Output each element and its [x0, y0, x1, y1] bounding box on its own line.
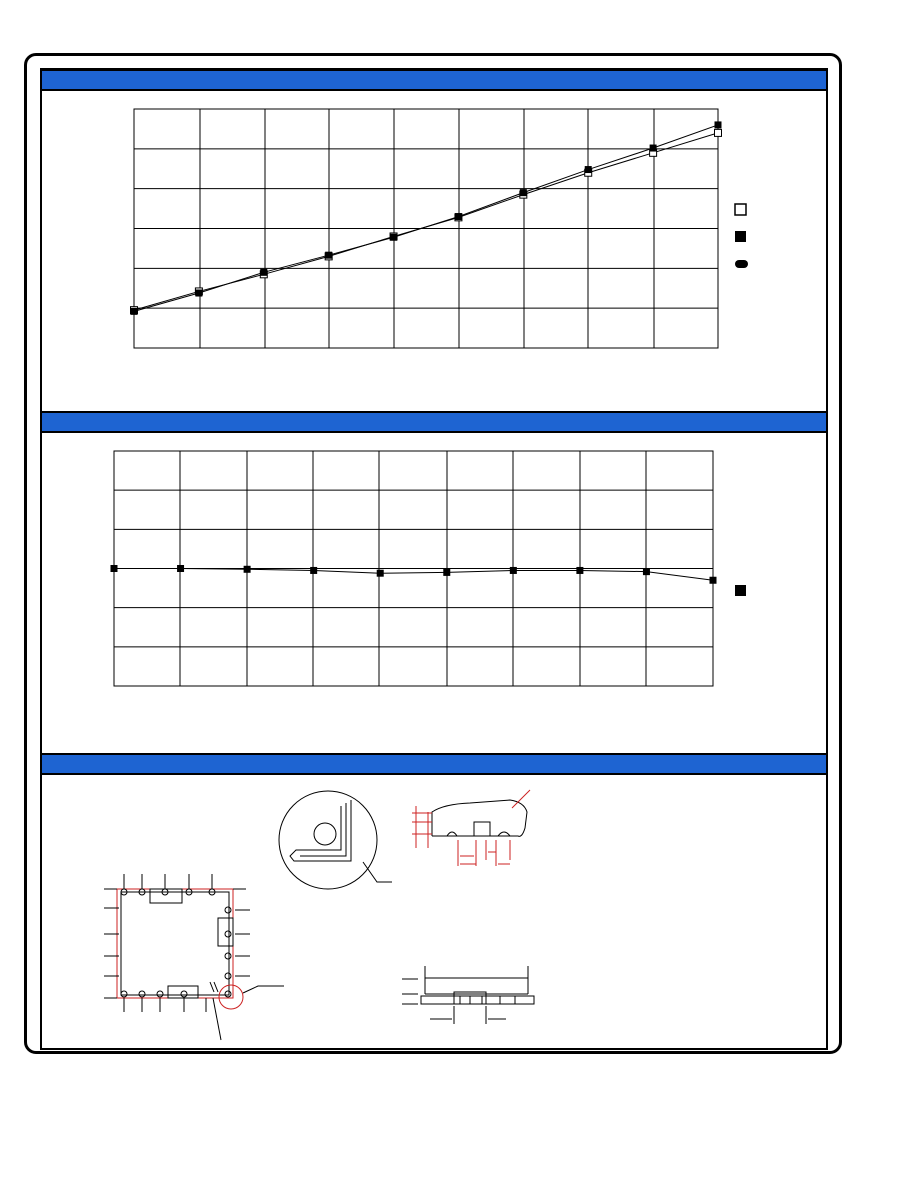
series-2-point — [390, 234, 397, 241]
series-2-line — [134, 125, 718, 311]
series-1-point — [310, 567, 317, 574]
series-1-point — [643, 568, 650, 575]
series-1-point — [715, 129, 722, 136]
chart-1 — [131, 109, 749, 348]
series-1-point — [244, 566, 251, 573]
bottom-side-view-drawing — [402, 966, 534, 1024]
series-1-point — [177, 565, 184, 572]
series-2-point — [520, 189, 527, 196]
series-2-point — [650, 145, 657, 152]
series-2-point — [195, 290, 202, 297]
series-1-line — [114, 569, 713, 581]
chart-2 — [111, 451, 747, 686]
series-2-point — [715, 121, 722, 128]
side-view-drawing — [412, 790, 530, 866]
series-1-point — [510, 567, 517, 574]
detail-circle-drawing — [279, 791, 392, 889]
series-2-point — [455, 213, 462, 220]
series-2-point — [131, 308, 138, 315]
legend-marker-1 — [735, 204, 746, 215]
series-2-point — [325, 252, 332, 259]
legend-marker-1 — [735, 585, 746, 596]
series-1-point — [377, 570, 384, 577]
series-1-line — [134, 133, 718, 310]
series-1-point — [576, 567, 583, 574]
series-2-point — [585, 166, 592, 173]
series-1-point — [111, 565, 118, 572]
series-2-point — [260, 269, 267, 276]
legend-marker-2 — [735, 231, 746, 242]
series-1-point — [443, 569, 450, 576]
series-1-point — [710, 577, 717, 584]
legend-marker-3 — [735, 260, 748, 268]
top-view-drawing — [104, 874, 284, 1040]
